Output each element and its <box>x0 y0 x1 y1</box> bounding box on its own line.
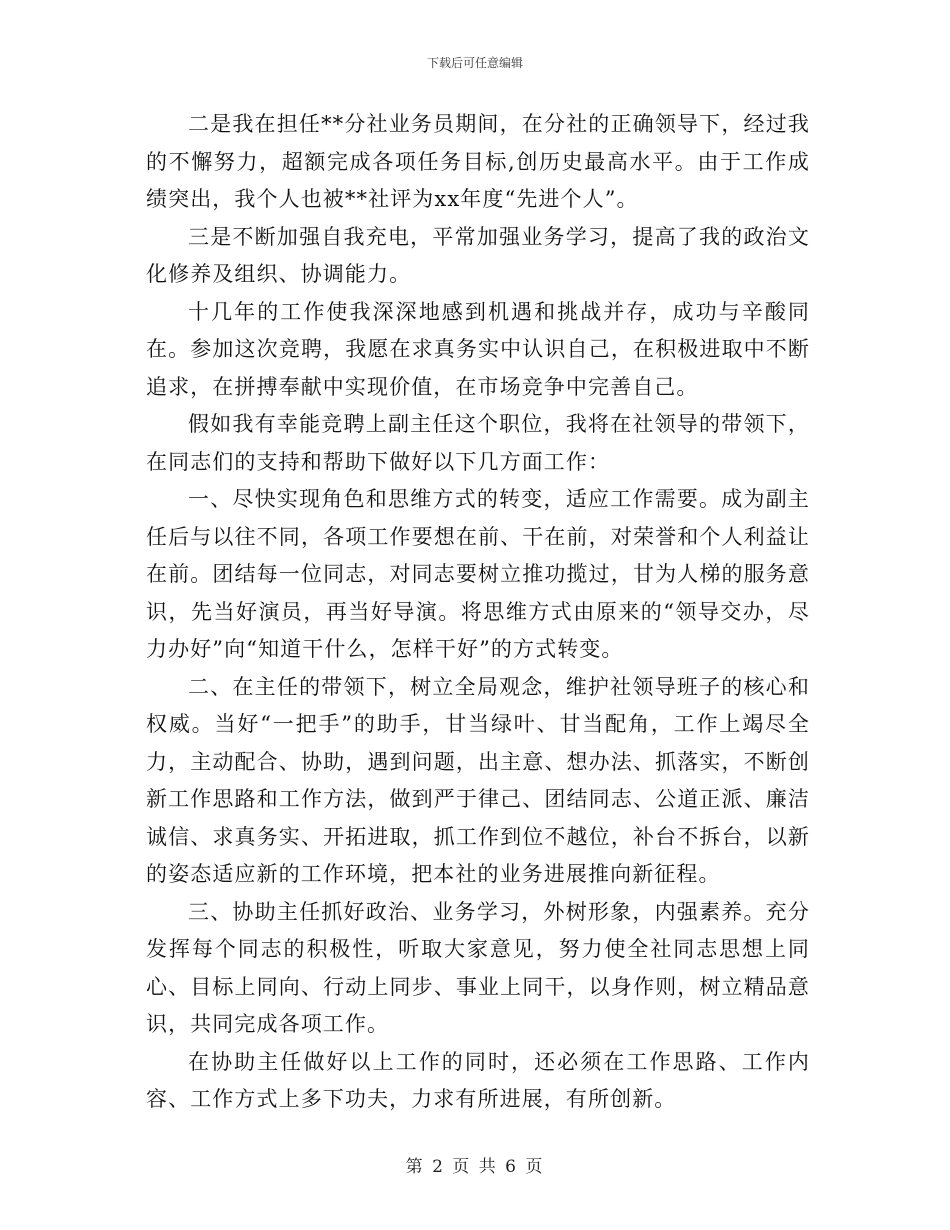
paragraph: 三、协助主任抓好政治、业务学习，外树形象，内强素养。充分发挥每个同志的积极性，听取大家意见，努力使全社同志思想上同心、目标上同向、行动上同步、事业上同干，以身作则，树立精品意识，共同完成各项工作。 <box>146 899 810 1036</box>
paragraph: 二是我在担任**分社业务员期间，在分社的正确领导下，经过我的不懈努力，超额完成各项任务目标,创历史最高水平。由于工作成绩突出，我个人也被**社评为xx年度“先进个人”。 <box>146 112 810 211</box>
paragraph: 二、在主任的带领下，树立全局观念，维护社领导班子的核心和权威。当好“一把手”的助手，甘当绿叶、甘当配角，工作上竭尽全力，主动配合、协助，遇到问题，出主意、想办法、抓落实，不断创新工作思路和工作方法，做到严于律己、团结同志、公道正派、廉洁诚信、求真务实、开拓进取，抓工作到位不越位，补台不拆台，以新的姿态适应新的工作环境，把本社的业务进展推向新征程。 <box>146 674 810 886</box>
paragraph: 十几年的工作使我深深地感到机遇和挑战并存，成功与辛酸同在。参加这次竞聘，我愿在求真务实中认识自己，在积极进取中不断追求，在拼搏奉献中实现价值，在市场竞争中完善自己。 <box>146 299 810 399</box>
paragraph: 一、尽快实现角色和思维方式的转变，适应工作需要。成为副主任后与以往不同，各项工作要想在前、干在前，对荣誉和个人利益让在前。团结每一位同志，对同志要树立推功揽过，甘为人梯的服务意识，先当好演员，再当好导演。将思维方式由原来的“领导交办，尽力办好”向“知道干什么，怎样干好”的方式转变。 <box>146 487 810 661</box>
page-header-note: 下载后可任意编辑 <box>426 56 523 70</box>
paragraph: 三是不断加强自我充电，平常加强业务学习，提高了我的政治文化修养及组织、协调能力。 <box>146 224 810 286</box>
paragraph: 在协助主任做好以上工作的同时，还必须在工作思路、工作内容、工作方式上多下功夫，力求有所进展，有所创新。 <box>146 1049 810 1111</box>
document-body <box>146 106 810 1119</box>
paragraph: 假如我有幸能竞聘上副主任这个职位，我将在社领导的带领下，在同志们的支持和帮助下做好以下几方面工作： <box>146 412 810 474</box>
page-number-footer: 第 2 页 共 6 页 <box>405 1157 545 1177</box>
